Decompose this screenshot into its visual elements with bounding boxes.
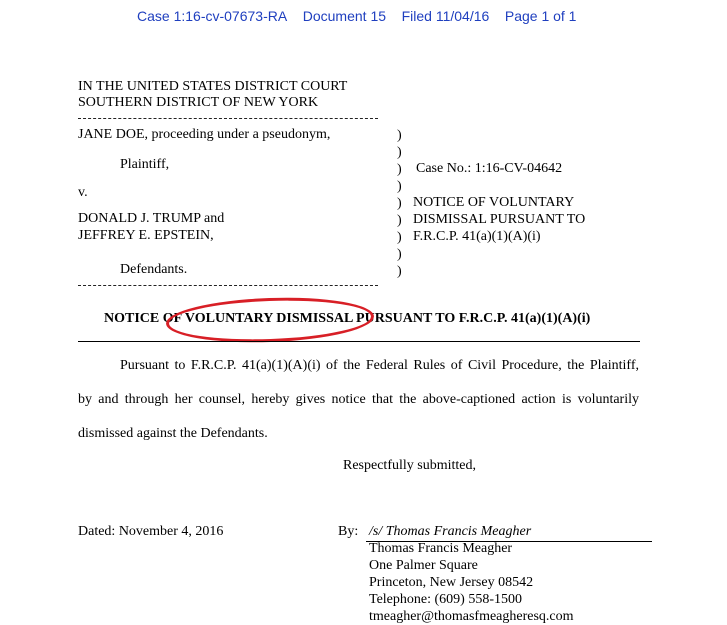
- title-rule: [78, 341, 640, 342]
- paren: ): [397, 162, 402, 177]
- signer-address-1: One Palmer Square: [369, 558, 478, 573]
- signer-email: tmeagher@thomasfmeagheresq.com: [369, 609, 574, 624]
- paren: ): [397, 179, 402, 194]
- caption-bottom-dashes: [78, 285, 378, 286]
- defendant-1: DONALD J. TRUMP and: [78, 211, 225, 226]
- paren: ): [397, 247, 402, 262]
- ecf-header: [137, 8, 576, 24]
- caption-top-dashes: [78, 118, 378, 119]
- court-line-1: IN THE UNITED STATES DISTRICT COURT: [78, 79, 348, 94]
- paren: ): [397, 264, 402, 279]
- paren: ): [397, 128, 402, 143]
- defendant-2: JEFFREY E. EPSTEIN,: [78, 228, 214, 243]
- red-highlight-oval: [165, 294, 374, 345]
- paren: ): [397, 230, 402, 245]
- plaintiff-role: Plaintiff,: [120, 157, 170, 172]
- versus: v.: [78, 185, 88, 200]
- header-document: Document 15: [302, 8, 387, 24]
- header-page: Page 1 of 1: [504, 8, 577, 24]
- notice-line-1: NOTICE OF VOLUNTARY: [413, 195, 575, 210]
- paren: ): [397, 213, 402, 228]
- notice-line-3: F.R.C.P. 41(a)(1)(A)(i): [413, 229, 541, 244]
- plaintiff-name: JANE DOE, proceeding under a pseudonym,: [78, 127, 331, 142]
- e-signature: /s/ Thomas Francis Meagher: [369, 524, 532, 539]
- signer-name: Thomas Francis Meagher: [369, 541, 513, 556]
- case-number: Case No.: 1:16-CV-04642: [416, 161, 563, 176]
- document-title: NOTICE OF VOLUNTARY DISMISSAL PURSUANT TO F.R.C.P. 41(a)(1)(A)(i): [104, 311, 591, 326]
- defendant-role: Defendants.: [120, 262, 188, 277]
- paren: ): [397, 145, 402, 160]
- dated: Dated: November 4, 2016: [78, 524, 224, 539]
- by-label: By:: [338, 524, 359, 539]
- notice-line-2: DISMISSAL PURSUANT TO: [413, 212, 586, 227]
- signer-phone: Telephone: (609) 558-1500: [369, 592, 522, 607]
- body-line-3: dismissed against the Defendants.: [78, 426, 268, 441]
- closing: Respectfully submitted,: [343, 458, 476, 473]
- court-line-2: SOUTHERN DISTRICT OF NEW YORK: [78, 95, 319, 110]
- body-line-2: by and through her counsel, hereby gives notice that the above-captioned action is voluntarily: [78, 392, 639, 407]
- paren: ): [397, 196, 402, 211]
- signer-address-2: Princeton, New Jersey 08542: [369, 575, 534, 590]
- body-line-1: Pursuant to F.R.C.P. 41(a)(1)(A)(i) of the Federal Rules of Civil Procedure, the Plaintiff,: [120, 358, 639, 373]
- header-filed: Filed 11/04/16: [401, 8, 490, 24]
- header-case: Case 1:16-cv-07673-RA: [137, 8, 288, 24]
